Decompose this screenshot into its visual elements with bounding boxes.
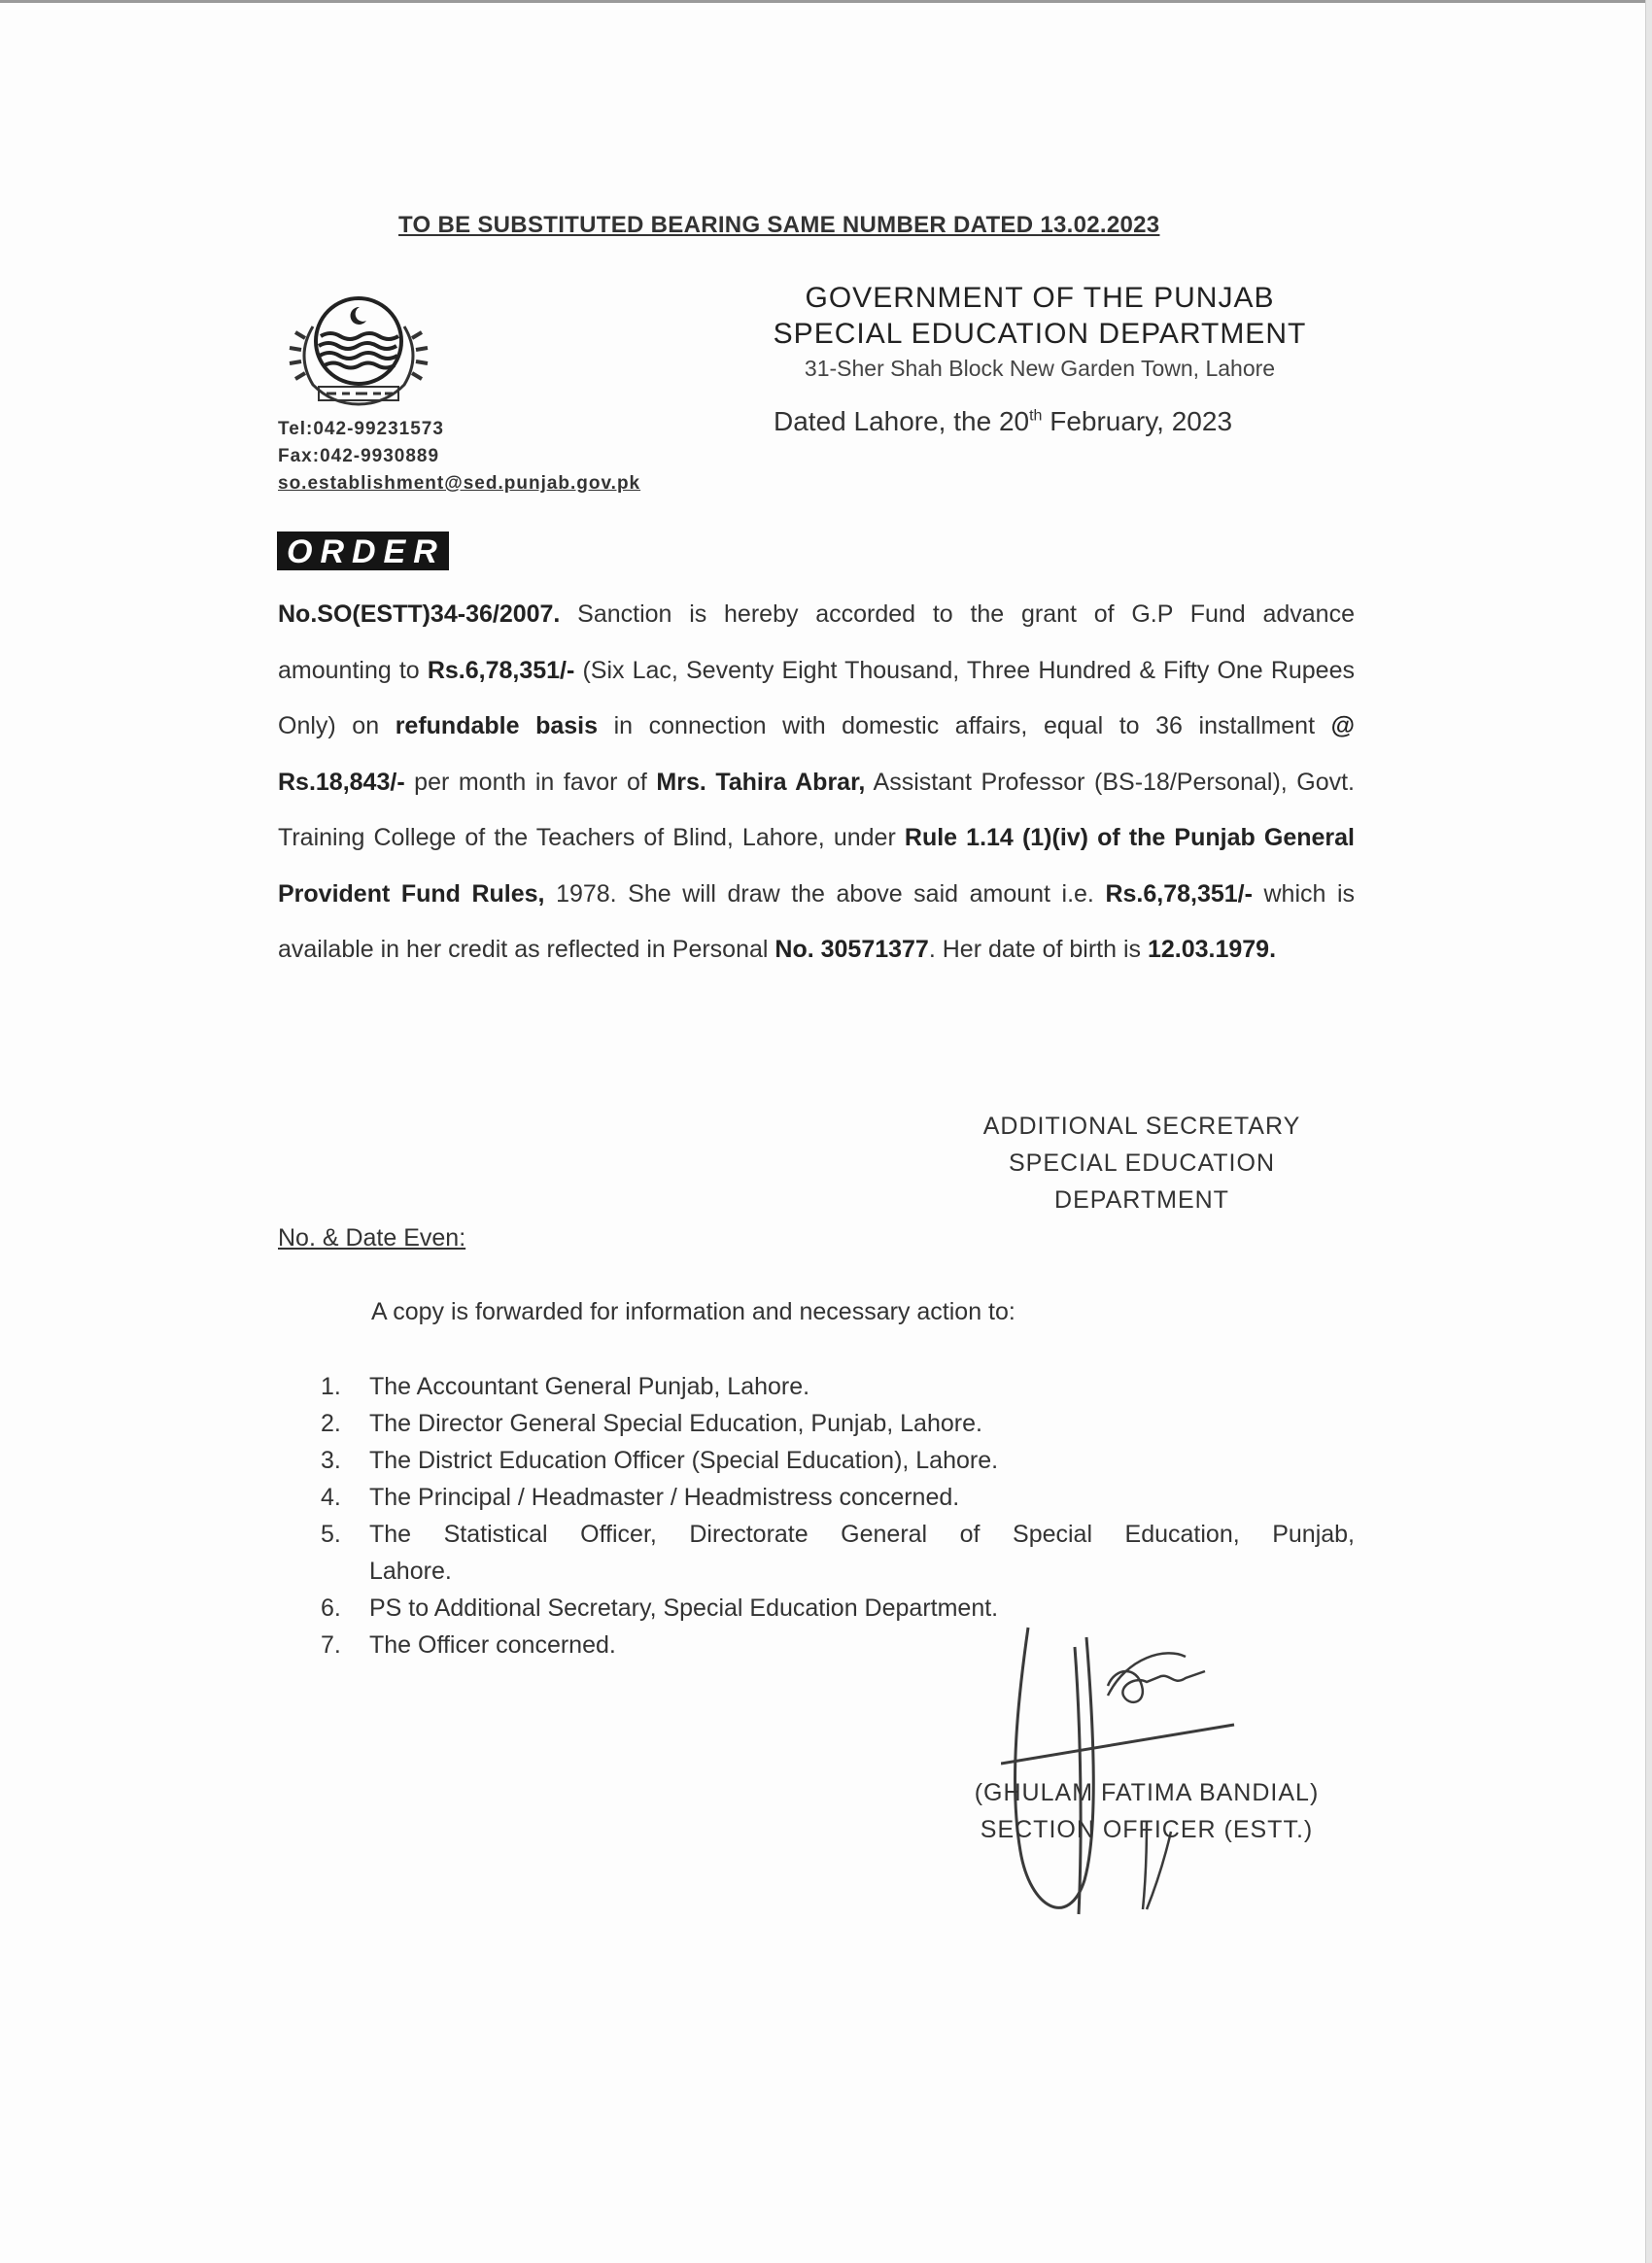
scan-edge-right (1645, 0, 1652, 2263)
signatory-title: ADDITIONAL SECRETARY (982, 1113, 1301, 1140)
list-item-continuation: Lahore. (369, 1558, 452, 1585)
substitution-notice: TO BE SUBSTITUTED BEARING SAME NUMBER DATED 13.02.2023 (398, 212, 1160, 238)
punjab-emblem-icon (284, 288, 433, 414)
order-body: No.SO(ESTT)34-36/2007. Sanction is hereby accorded to the grant of G.P Fund advance amounting to Rs.6,78,351/- (Six Lac, Seventy Eight Thousand, Three Hundred & Fifty One Rupees Only) on refundable basis in connection with domestic affairs, equal to 36 installment @ Rs.18,843/- per month in favor of Mrs. Tahira Abrar, Assistant Professor (BS-18/Personal), Govt. Training College of the Teachers of Blind, Lahore, under Rule 1.14 (1)(iv) of the Punjab General Provident Fund Rules, 1978. She will draw the above said amount i.e. Rs.6,78,351/- which is available in her credit as reflected in Personal No. 30571377. Her date of birth is 12.03.1979. (278, 600, 1356, 963)
fax: Fax:042-9930889 (278, 446, 440, 466)
contact-block (278, 416, 640, 497)
officer-title: SECTION OFFICER (ESTT.) (980, 1816, 1314, 1843)
signatory-block (933, 1108, 1351, 1218)
handwritten-signature (1001, 1618, 1254, 1929)
copy-forward-intro: A copy is forwarded for information and necessary action to: (371, 1298, 1015, 1325)
signatory-department-cont: DEPARTMENT (1054, 1186, 1229, 1214)
signatory-department: SPECIAL EDUCATION (1009, 1149, 1275, 1177)
list-item: 2. The Director General Special Education, Punjab, Lahore. (321, 1410, 982, 1437)
officer-block (933, 1774, 1360, 1848)
list-item: 4. The Principal / Headmaster / Headmistress concerned. (321, 1484, 960, 1511)
order-heading: ORDER (277, 531, 449, 570)
government-title: GOVERNMENT OF THE PUNJAB (805, 282, 1275, 314)
list-item: 6. PS to Additional Secretary, Special Education Department. (321, 1594, 999, 1622)
issue-date: Dated Lahore, the 20th February, 2023 (774, 406, 1233, 436)
scan-edge-top (0, 0, 1652, 3)
list-item: 1. The Accountant General Punjab, Lahore. (321, 1373, 810, 1400)
no-date-even-heading: No. & Date Even: (278, 1224, 466, 1252)
telephone: Tel:042-99231573 (278, 419, 444, 439)
list-item: 7. The Officer concerned. (321, 1631, 616, 1659)
list-item: 5. The Statistical Officer, Directorate General of Special Education, Punjab, (321, 1521, 1355, 1548)
email-link[interactable]: so.establishment@sed.punjab.gov.pk (278, 473, 641, 494)
department-header (768, 280, 1312, 385)
department-address: 31-Sher Shah Block New Garden Town, Lahore (804, 356, 1276, 381)
department-title: SPECIAL EDUCATION DEPARTMENT (773, 318, 1307, 350)
list-item: 3. The District Education Officer (Special Education), Lahore. (321, 1447, 999, 1474)
officer-name: (GHULAM FATIMA BANDIAL) (974, 1779, 1320, 1806)
